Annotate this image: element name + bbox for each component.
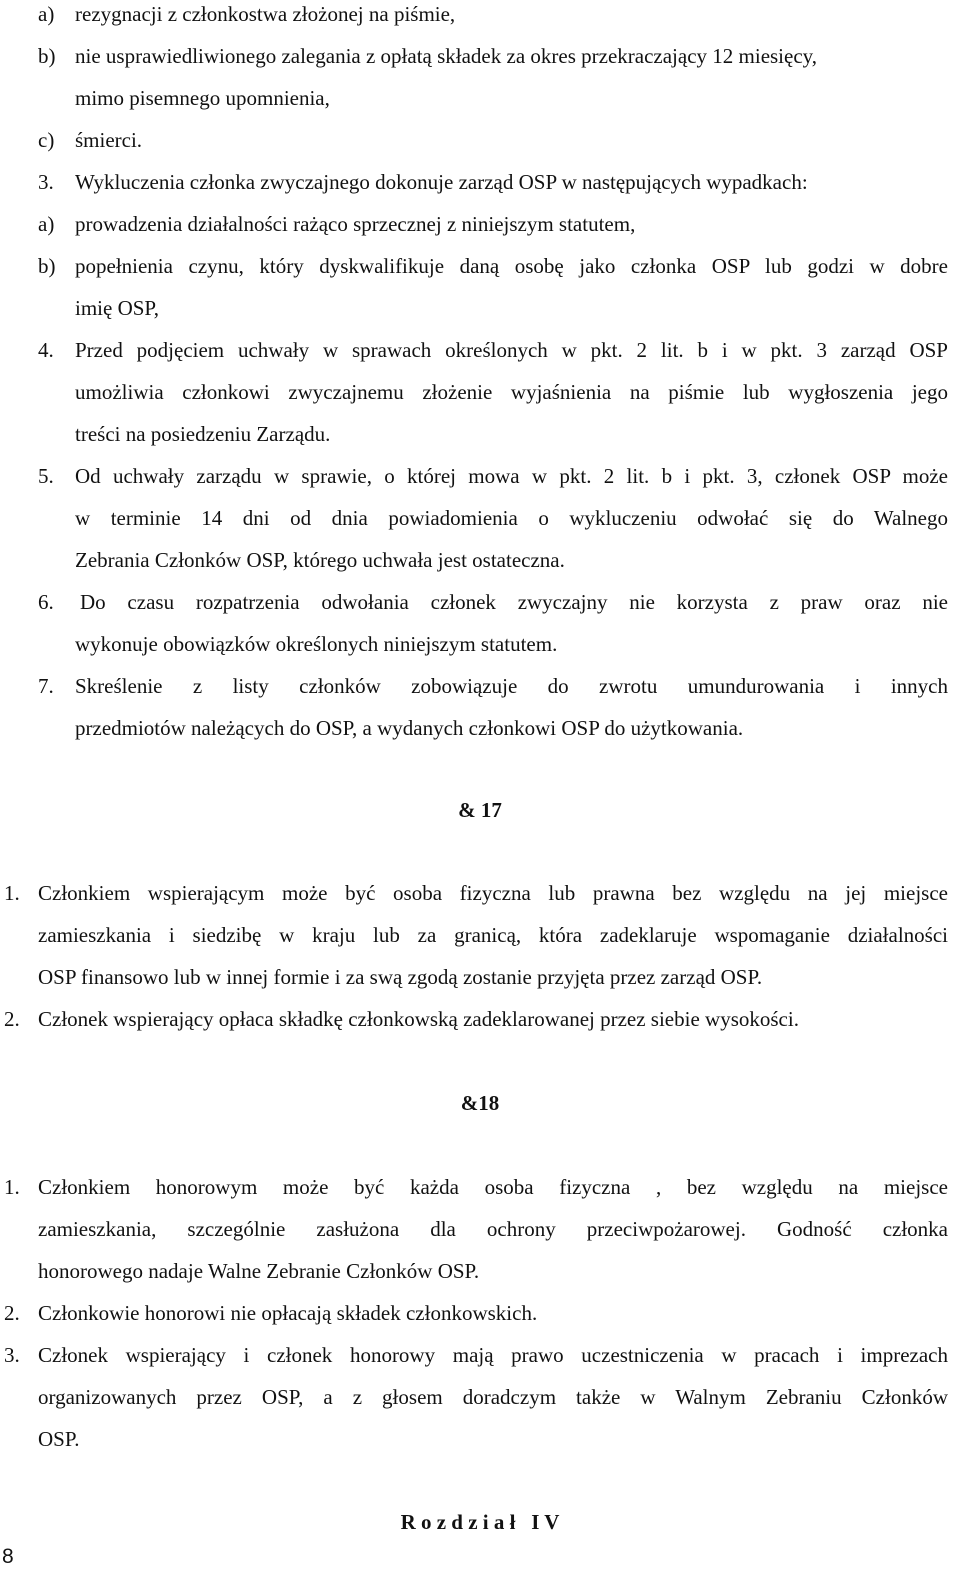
paragraph-text: treści na posiedzeniu Zarządu. — [75, 422, 331, 446]
paragraph-text: Wykluczenia członka zwyczajnego dokonuje zarząd OSP w następujących wypadkach: — [75, 170, 808, 194]
paragraph-text: Od uchwały zarządu w sprawie, o której mowa w pkt. 2 lit. b i pkt. 3, członek OSP może — [75, 464, 948, 488]
list-item-text: nie usprawiedliwionego zalegania z opłatą składek za okres przekraczający 12 miesięcy, — [75, 44, 818, 68]
paragraph-number: 4. — [38, 338, 54, 362]
paragraph-text: umożliwia członkowi zwyczajnemu złożenie wyjaśnienia na piśmie lub wygłoszenia jego — [75, 380, 948, 404]
list-item-text: imię OSP, — [75, 296, 160, 320]
list-item-text: popełnienia czynu, który dyskwalifikuje daną osobę jako członka OSP lub godzi w dobre — [75, 254, 948, 278]
paragraph-number: 3. — [38, 170, 54, 194]
section-heading: & 17 — [458, 798, 502, 822]
list-marker: c) — [38, 128, 55, 152]
list-item-text: mimo pisemnego upomnienia, — [75, 86, 330, 110]
paragraph-number: 2. — [4, 1301, 20, 1325]
paragraph-number: 3. — [4, 1343, 20, 1367]
list-item-text: prowadzenia działalności rażąco sprzecznej z niniejszym statutem, — [75, 212, 636, 236]
paragraph-text: Członek wspierający opłaca składkę członkowską zadeklarowanej przez siebie wysokości. — [38, 1007, 799, 1031]
paragraph-number: 6. — [38, 590, 54, 614]
list-marker: b) — [38, 44, 56, 68]
paragraph-text: Do czasu rozpatrzenia odwołania członek zwyczajny nie korzysta z praw oraz nie — [80, 590, 948, 614]
paragraph-text: zamieszkania, szczególnie zasłużona dla ochrony przeciwpożarowej. Godność członka — [38, 1217, 948, 1241]
section-heading: &18 — [460, 1091, 500, 1115]
paragraph-text: Członkiem wspierającym może być osoba fizyczna lub prawna bez względu na jej miejsce — [38, 881, 948, 905]
paragraph-number: 2. — [4, 1007, 20, 1031]
paragraph-number: 7. — [38, 674, 54, 698]
paragraph-text: honorowego nadaje Walne Zebranie Członków OSP. — [38, 1259, 480, 1283]
paragraph-text: organizowanych przez OSP, a z głosem doradczym także w Walnym Zebraniu Członków — [38, 1385, 948, 1409]
paragraph-text: Zebrania Członków OSP, którego uchwała jest ostateczna. — [75, 548, 565, 572]
paragraph-text: przedmiotów należących do OSP, a wydanych członkowi OSP do użytkowania. — [75, 716, 744, 740]
paragraph-text: Przed podjęciem uchwały w sprawach określonych w pkt. 2 lit. b i w pkt. 3 zarząd OSP — [75, 338, 948, 362]
paragraph-text: zamieszkania i siedzibę w kraju lub za granicą, która zadeklaruje wspomaganie działalności — [38, 923, 948, 947]
paragraph-text: Członkiem honorowym może być każda osoba fizyczna , bez względu na miejsce — [38, 1175, 948, 1199]
paragraph-text: Członkowie honorowi nie opłacają składek członkowskich. — [38, 1301, 538, 1325]
chapter-heading: R o z d z i a ł I V — [400, 1510, 560, 1534]
list-marker: a) — [38, 2, 55, 26]
paragraph-text: Skreślenie z listy członków zobowiązuje do zwrotu umundurowania i innych — [75, 674, 948, 698]
list-item-text: rezygnacji z członkostwa złożonej na piśmie, — [75, 2, 456, 26]
paragraph-text: Członek wspierający i członek honorowy mają prawo uczestniczenia w pracach i imprezach — [38, 1343, 948, 1367]
page-number: 8 — [2, 1545, 14, 1568]
paragraph-text: OSP. — [38, 1427, 80, 1451]
paragraph-number: 1. — [4, 1175, 20, 1199]
paragraph-number: 1. — [4, 881, 20, 905]
paragraph-text: w terminie 14 dni od dnia powiadomienia o wykluczeniu odwołać się do Walnego — [75, 506, 948, 530]
list-item-text: śmierci. — [75, 128, 143, 152]
paragraph-text: wykonuje obowiązków określonych niniejszym statutem. — [75, 632, 558, 656]
list-marker: a) — [38, 212, 55, 236]
paragraph-text: OSP finansowo lub w innej formie i za swą zgodą zostanie przyjęta przez zarząd OSP. — [38, 965, 763, 989]
list-marker: b) — [38, 254, 56, 278]
paragraph-number: 5. — [38, 464, 54, 488]
